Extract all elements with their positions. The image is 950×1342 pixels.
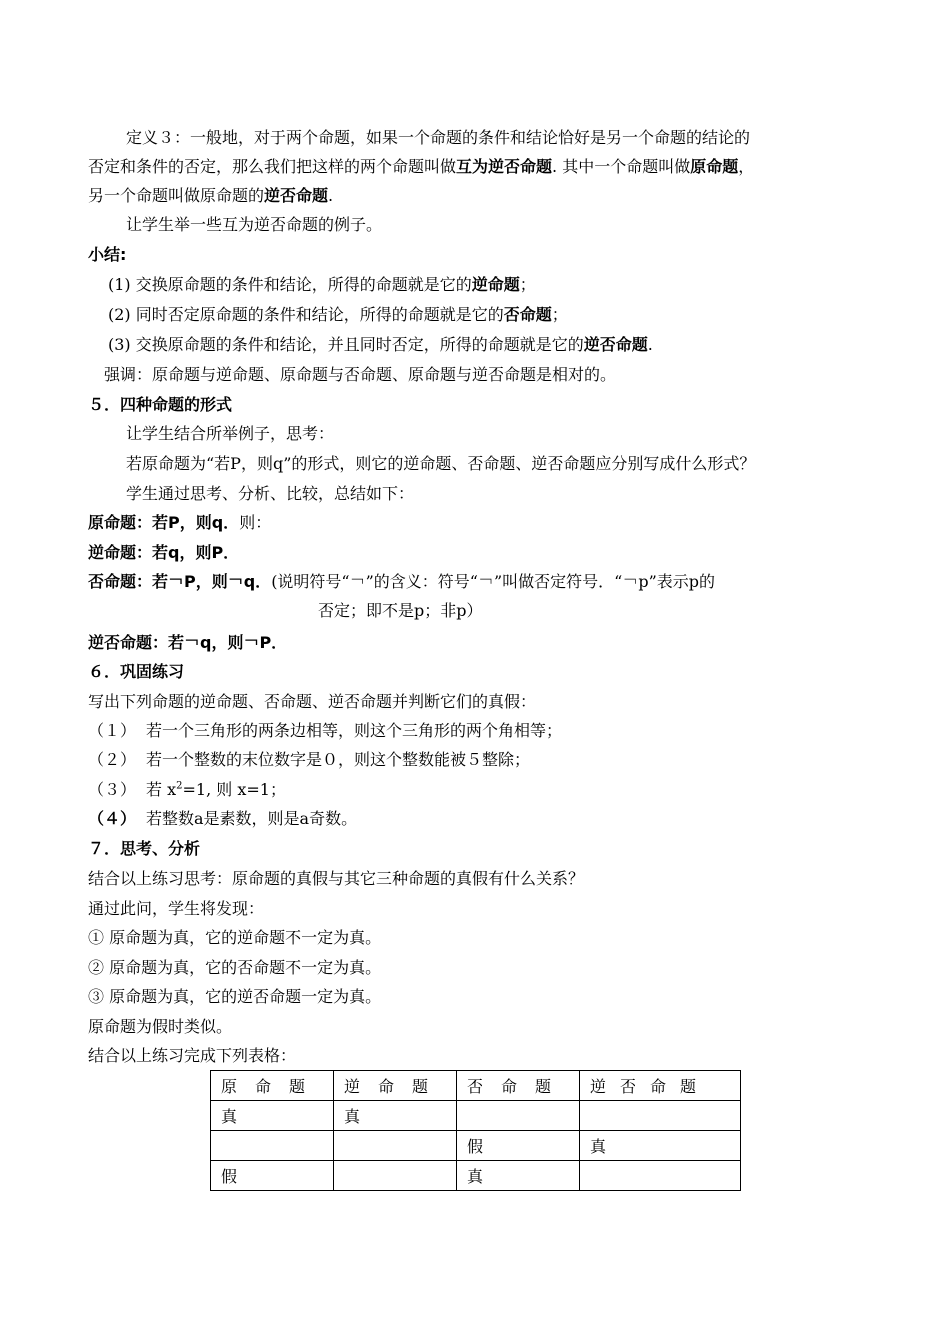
exercise-item [88,750,530,770]
section5-p2: 若原命题为“若P，则q”的形式，则它的逆命题、否命题、逆否命题应分别写成什么形式？ [126,454,756,473]
truth-table [210,1070,741,1191]
table-cell: 真 [580,1131,741,1161]
exercise-number: （１） [88,721,137,740]
section7-p3: 原命题为假时类似。 [88,1017,233,1036]
table-cell [334,1131,457,1161]
term-contrapositive: 逆否命题 [583,335,648,354]
form-original [88,513,271,533]
table-cell [580,1161,741,1191]
exercise-number: （３） [88,780,137,799]
exercise-item [88,721,562,741]
table-header: 原命题 [211,1071,334,1101]
exercise-number: （４） [88,809,137,828]
def3-text: ， [738,157,755,176]
term-contrapositive-pair: 互为逆否命题 [456,157,553,176]
summary-item-2 [108,305,568,325]
exercise-text-post: =1, 则 x=1； [182,780,286,799]
table-cell [580,1101,741,1131]
form-inverse-label: 否命题：若￢P，则￢q． [88,572,272,591]
summary-title: 小结: [88,245,127,264]
def3-line2 [88,157,754,177]
section7-p1: 结合以上练习思考：原命题的真假与其它三种命题的真假有什么关系？ [88,869,585,888]
section7-p2: 通过此问，学生将发现： [88,899,265,918]
section5-title: ５．四种命题的形式 [88,395,233,414]
def3-text: . 其中一个命题叫做 [552,157,691,176]
table-cell [211,1131,334,1161]
summary-emphasis: 强调：原命题与逆命题、原命题与否命题、原命题与逆否命题是相对的。 [104,365,617,384]
summary-item-1 [108,275,536,295]
summary-text: (1) 交换原命题的条件和结论，所得的命题就是它的 [108,275,472,294]
form-original-label: 原命题：若P，则q． [88,513,240,532]
table-header-row [211,1071,741,1101]
exercise-text-pre: 若 x [146,780,177,799]
table-cell [334,1161,457,1191]
finding-1: ① 原命题为真，它的逆命题不一定为真。 [88,928,382,947]
table-cell: 真 [334,1101,457,1131]
finding-3: ③ 原命题为真，它的逆否命题一定为真。 [88,987,382,1006]
exercise-text: 若一个整数的末位数字是０，则这个整数能被５整除； [146,750,531,769]
summary-text: (3) 交换原命题的条件和结论，并且同时否定，所得的命题就是它的 [108,335,584,354]
exercise-number: （２） [88,750,137,769]
table-header: 逆否命题 [580,1071,741,1101]
section7-title: ７．思考、分析 [88,839,201,858]
term-converse: 逆命题 [471,275,520,294]
table-cell: 假 [211,1161,334,1191]
table-cell: 真 [211,1101,334,1131]
table-cell: 假 [457,1131,580,1161]
summary-item-3 [108,335,653,355]
summary-text: ； [551,305,568,324]
section6-title: ６．巩固练习 [88,662,185,681]
def3-text: 否定和条件的否定，那么我们把这样的两个命题叫做 [88,157,457,176]
exercise-text: 若整数a是素数，则是a奇数。 [146,809,358,828]
form-inverse [88,572,715,592]
summary-text: . [647,335,653,354]
def3-text: . [328,186,334,205]
form-original-tail: 则： [239,513,272,532]
def3-line1: 定义３：一般地，对于两个命题，如果一个命题的条件和结论恰好是另一个命题的结论的 [126,128,751,147]
table-header: 逆命题 [334,1071,457,1101]
exercise-item [88,780,286,800]
summary-text: ； [519,275,536,294]
section5-p3: 学生通过思考、分析、比较，总结如下： [126,484,415,503]
exponent: 2 [176,780,183,792]
table-header: 否命题 [457,1071,580,1101]
table-row [211,1161,741,1191]
def3-line3 [88,186,333,206]
exercise-item [88,809,357,829]
summary-text: (2) 同时否定原命题的条件和结论，所得的命题就是它的 [108,305,504,324]
negation-note-cont: 否定；即不是p；非p） [318,601,483,620]
exercise-text: 若一个三角形的两条边相等，则这个三角形的两个角相等； [146,721,563,740]
section7-p4: 结合以上练习完成下列表格： [88,1046,297,1065]
term-original: 原命题 [690,157,739,176]
term-contrapositive: 逆否命题 [264,186,329,205]
def3-text: 另一个命题叫做原命题的 [88,186,265,205]
finding-2: ② 原命题为真，它的否命题不一定为真。 [88,958,382,977]
table-row [211,1131,741,1161]
term-inverse: 否命题 [503,305,552,324]
exercise-text [146,780,286,799]
section6-intro: 写出下列命题的逆命题、否命题、逆否命题并判断它们的真假： [88,692,537,711]
form-converse: 逆命题：若q，则P． [88,543,240,562]
def3-example: 让学生举一些互为逆否命题的例子。 [126,215,383,234]
negation-note: (说明符号“￢”的含义：符号“￢”叫做否定符号．“￢p”表示p的 [271,572,715,591]
table-row [211,1101,741,1131]
table-cell: 真 [457,1161,580,1191]
form-contrapositive: 逆否命题：若￢q，则￢P． [88,633,288,652]
section5-p1: 让学生结合所举例子，思考： [126,424,335,443]
table-cell [457,1101,580,1131]
